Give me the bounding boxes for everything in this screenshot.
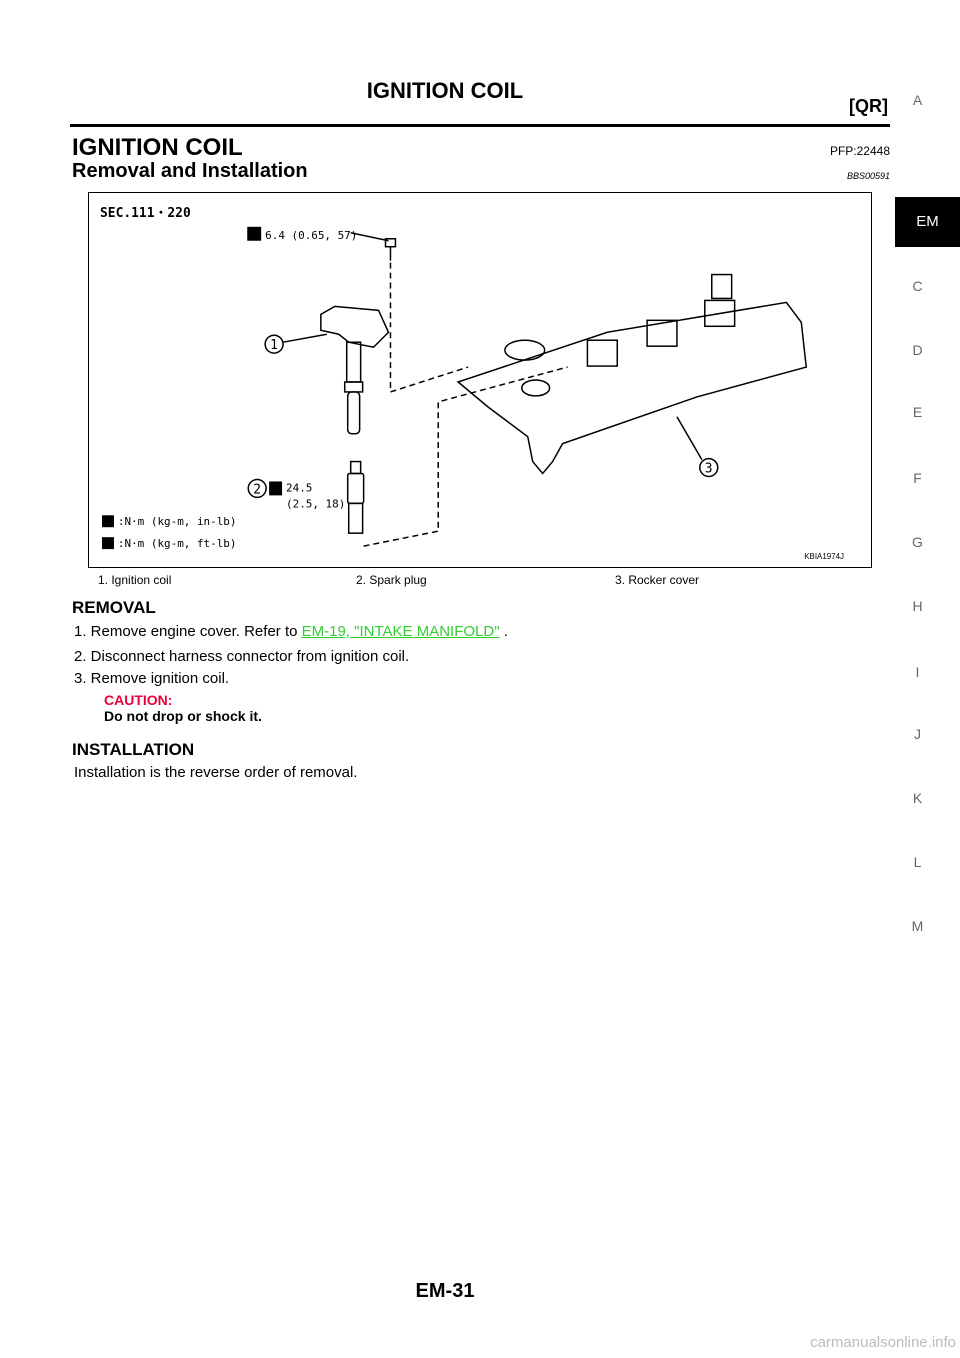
side-index-i[interactable]: I (915, 664, 920, 680)
torque-icon (247, 227, 261, 241)
step-1-suffix: . (499, 623, 508, 640)
header-rule (70, 124, 890, 127)
bbs-code: BBS00591 (846, 171, 890, 181)
side-index-e[interactable]: E (912, 404, 923, 420)
section-title: IGNITION COIL (72, 134, 243, 161)
ignition-coil-body (347, 342, 361, 382)
unit-icon-ft-lb (102, 537, 114, 549)
figure-id: KBIA1974J (804, 552, 844, 562)
installation-text: Installation is the reverse order of removal. (74, 764, 358, 781)
exploded-view-diagram (89, 193, 871, 567)
spark-plug-terminal (351, 462, 361, 474)
torque-icon-plug (269, 481, 282, 495)
unit-icon-in-lb (102, 515, 114, 527)
coil-on-cover-4 (712, 275, 732, 299)
torque-plug-2: (2.5, 18) (286, 497, 346, 511)
side-index-f[interactable]: F (913, 470, 922, 486)
ignition-coil-figure (88, 192, 872, 568)
dashed-path-plug (364, 367, 568, 546)
unit-ft-lb: :N·m (kg-m, ft-lb) (117, 537, 237, 551)
torque-top: 6.4 (0.65, 57) (265, 228, 358, 242)
page-title: IGNITION COIL (366, 78, 524, 103)
side-index-h[interactable]: H (912, 598, 923, 614)
oil-filler-cap (505, 340, 545, 360)
sec-label: SEC.111・220 (100, 205, 191, 221)
callout-2: 2 (253, 482, 261, 498)
side-index-l[interactable]: L (913, 854, 922, 870)
side-index-em[interactable]: EM (895, 197, 960, 247)
dashed-path-coil (390, 263, 468, 392)
pfp-code: PFP:22448 (829, 144, 890, 158)
engine-code: [QR] (849, 96, 888, 116)
side-index-c[interactable]: C (912, 278, 923, 294)
ignition-coil-boot (348, 392, 360, 434)
engine-cover-reference-link[interactable]: EM-19, "INTAKE MANIFOLD" (301, 623, 500, 640)
rocker-cover (458, 302, 806, 473)
legend-item-rocker-cover: 3. Rocker cover (615, 573, 700, 587)
removal-step-3: 3. Remove ignition coil. (74, 670, 230, 687)
installation-heading: INSTALLATION (72, 740, 195, 759)
callout-1: 1 (270, 338, 278, 354)
side-index-k[interactable]: K (912, 790, 923, 806)
callout-3: 3 (704, 461, 713, 477)
spark-plug-thread (349, 503, 363, 533)
ignition-coil-collar (345, 382, 363, 392)
removal-step-2: 2. Disconnect harness connector from ignition coil. (74, 648, 410, 665)
ignition-coil-head (321, 306, 389, 347)
side-index-j[interactable]: J (914, 726, 921, 742)
leader-line-1 (283, 334, 327, 342)
legend-item-ignition-coil: 1. Ignition coil (98, 573, 172, 587)
side-index-m[interactable]: M (911, 918, 924, 934)
removal-heading: REMOVAL (72, 598, 156, 617)
caution-label: CAUTION: (104, 692, 173, 708)
side-index-d[interactable]: D (912, 342, 923, 358)
coil-on-cover-1 (587, 340, 617, 366)
legend-item-spark-plug: 2. Spark plug (356, 573, 427, 587)
page-number: EM-31 (415, 1280, 475, 1302)
leader-line-3 (677, 417, 702, 460)
watermark: carmanualsonline.info (810, 1334, 956, 1351)
removal-step-1 (74, 623, 508, 640)
torque-plug-1: 24.5 (286, 481, 313, 495)
caution-text: Do not drop or shock it. (104, 708, 262, 724)
subsection-title: Removal and Installation (72, 160, 308, 182)
side-index-a[interactable]: A (912, 92, 923, 108)
cover-seal-ring (522, 380, 550, 396)
unit-in-lb: :N·m (kg-m, in-lb) (117, 515, 237, 529)
step-1-text: 1. Remove engine cover. Refer to (74, 623, 302, 640)
side-index-g[interactable]: G (912, 534, 923, 550)
spark-plug-insulator (348, 474, 364, 504)
